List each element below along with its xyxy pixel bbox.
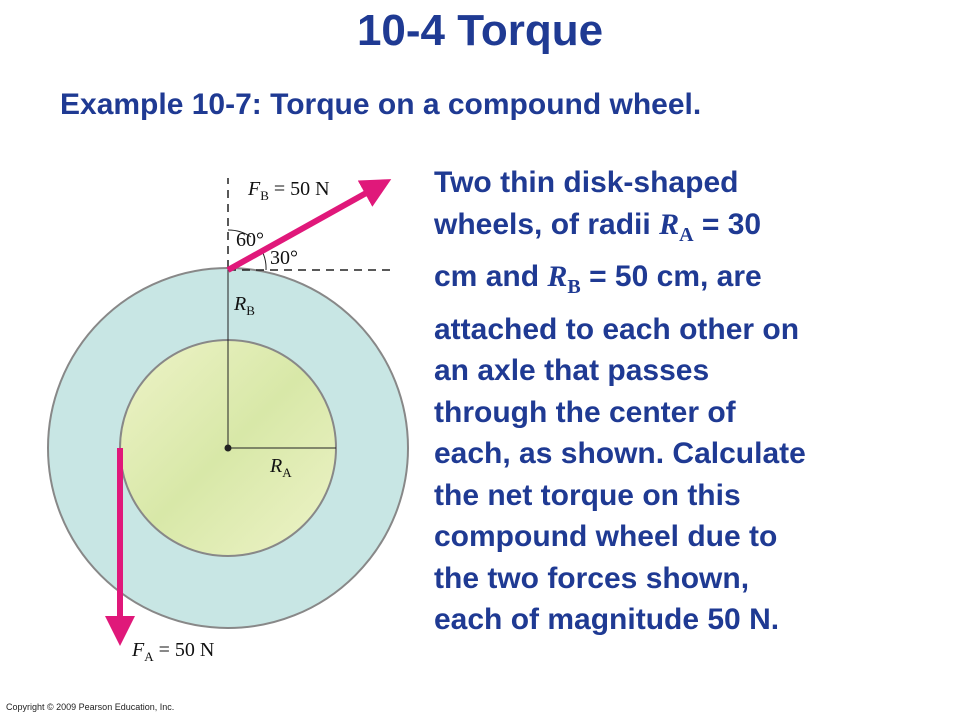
slide-subtitle: Example 10-7: Torque on a compound wheel. <box>60 88 702 121</box>
text-line: through the center of <box>434 395 736 429</box>
problem-statement <box>434 162 954 641</box>
text-line: each, as shown. Calculate <box>434 437 806 470</box>
text-line: the two forces shown, <box>434 561 750 595</box>
text-line: the net torque on this <box>434 478 741 512</box>
slide-title: 10-4 Torque <box>356 6 604 55</box>
radius-b-label: $R_B$ <box>234 293 255 318</box>
force-a-label: $F_A = 50$ N <box>132 639 215 664</box>
copyright-notice: Copyright © 2009 Pearson Education, Inc. <box>6 702 175 712</box>
text-line: an axle that passes <box>434 354 710 387</box>
radius-a-label: $R_A$ <box>270 455 292 480</box>
force-b-label: $F_B = 50$ N <box>248 178 330 203</box>
axle-center <box>225 445 232 452</box>
text-line: Two thin disk-shaped <box>434 166 739 199</box>
angle-30-label: 30° <box>270 247 298 269</box>
angle-60-label: 60° <box>236 229 264 251</box>
text-line: wheels, of radii $R_A = 30$ <box>434 207 762 246</box>
text-line: attached to each other on <box>434 312 800 346</box>
text-line: cm and $R_B = 50$ cm, are <box>434 260 762 298</box>
compound-wheel-figure <box>0 150 420 670</box>
text-line: compound wheel due to <box>434 520 778 553</box>
text-line: each of magnitude 50 N. <box>434 603 780 636</box>
